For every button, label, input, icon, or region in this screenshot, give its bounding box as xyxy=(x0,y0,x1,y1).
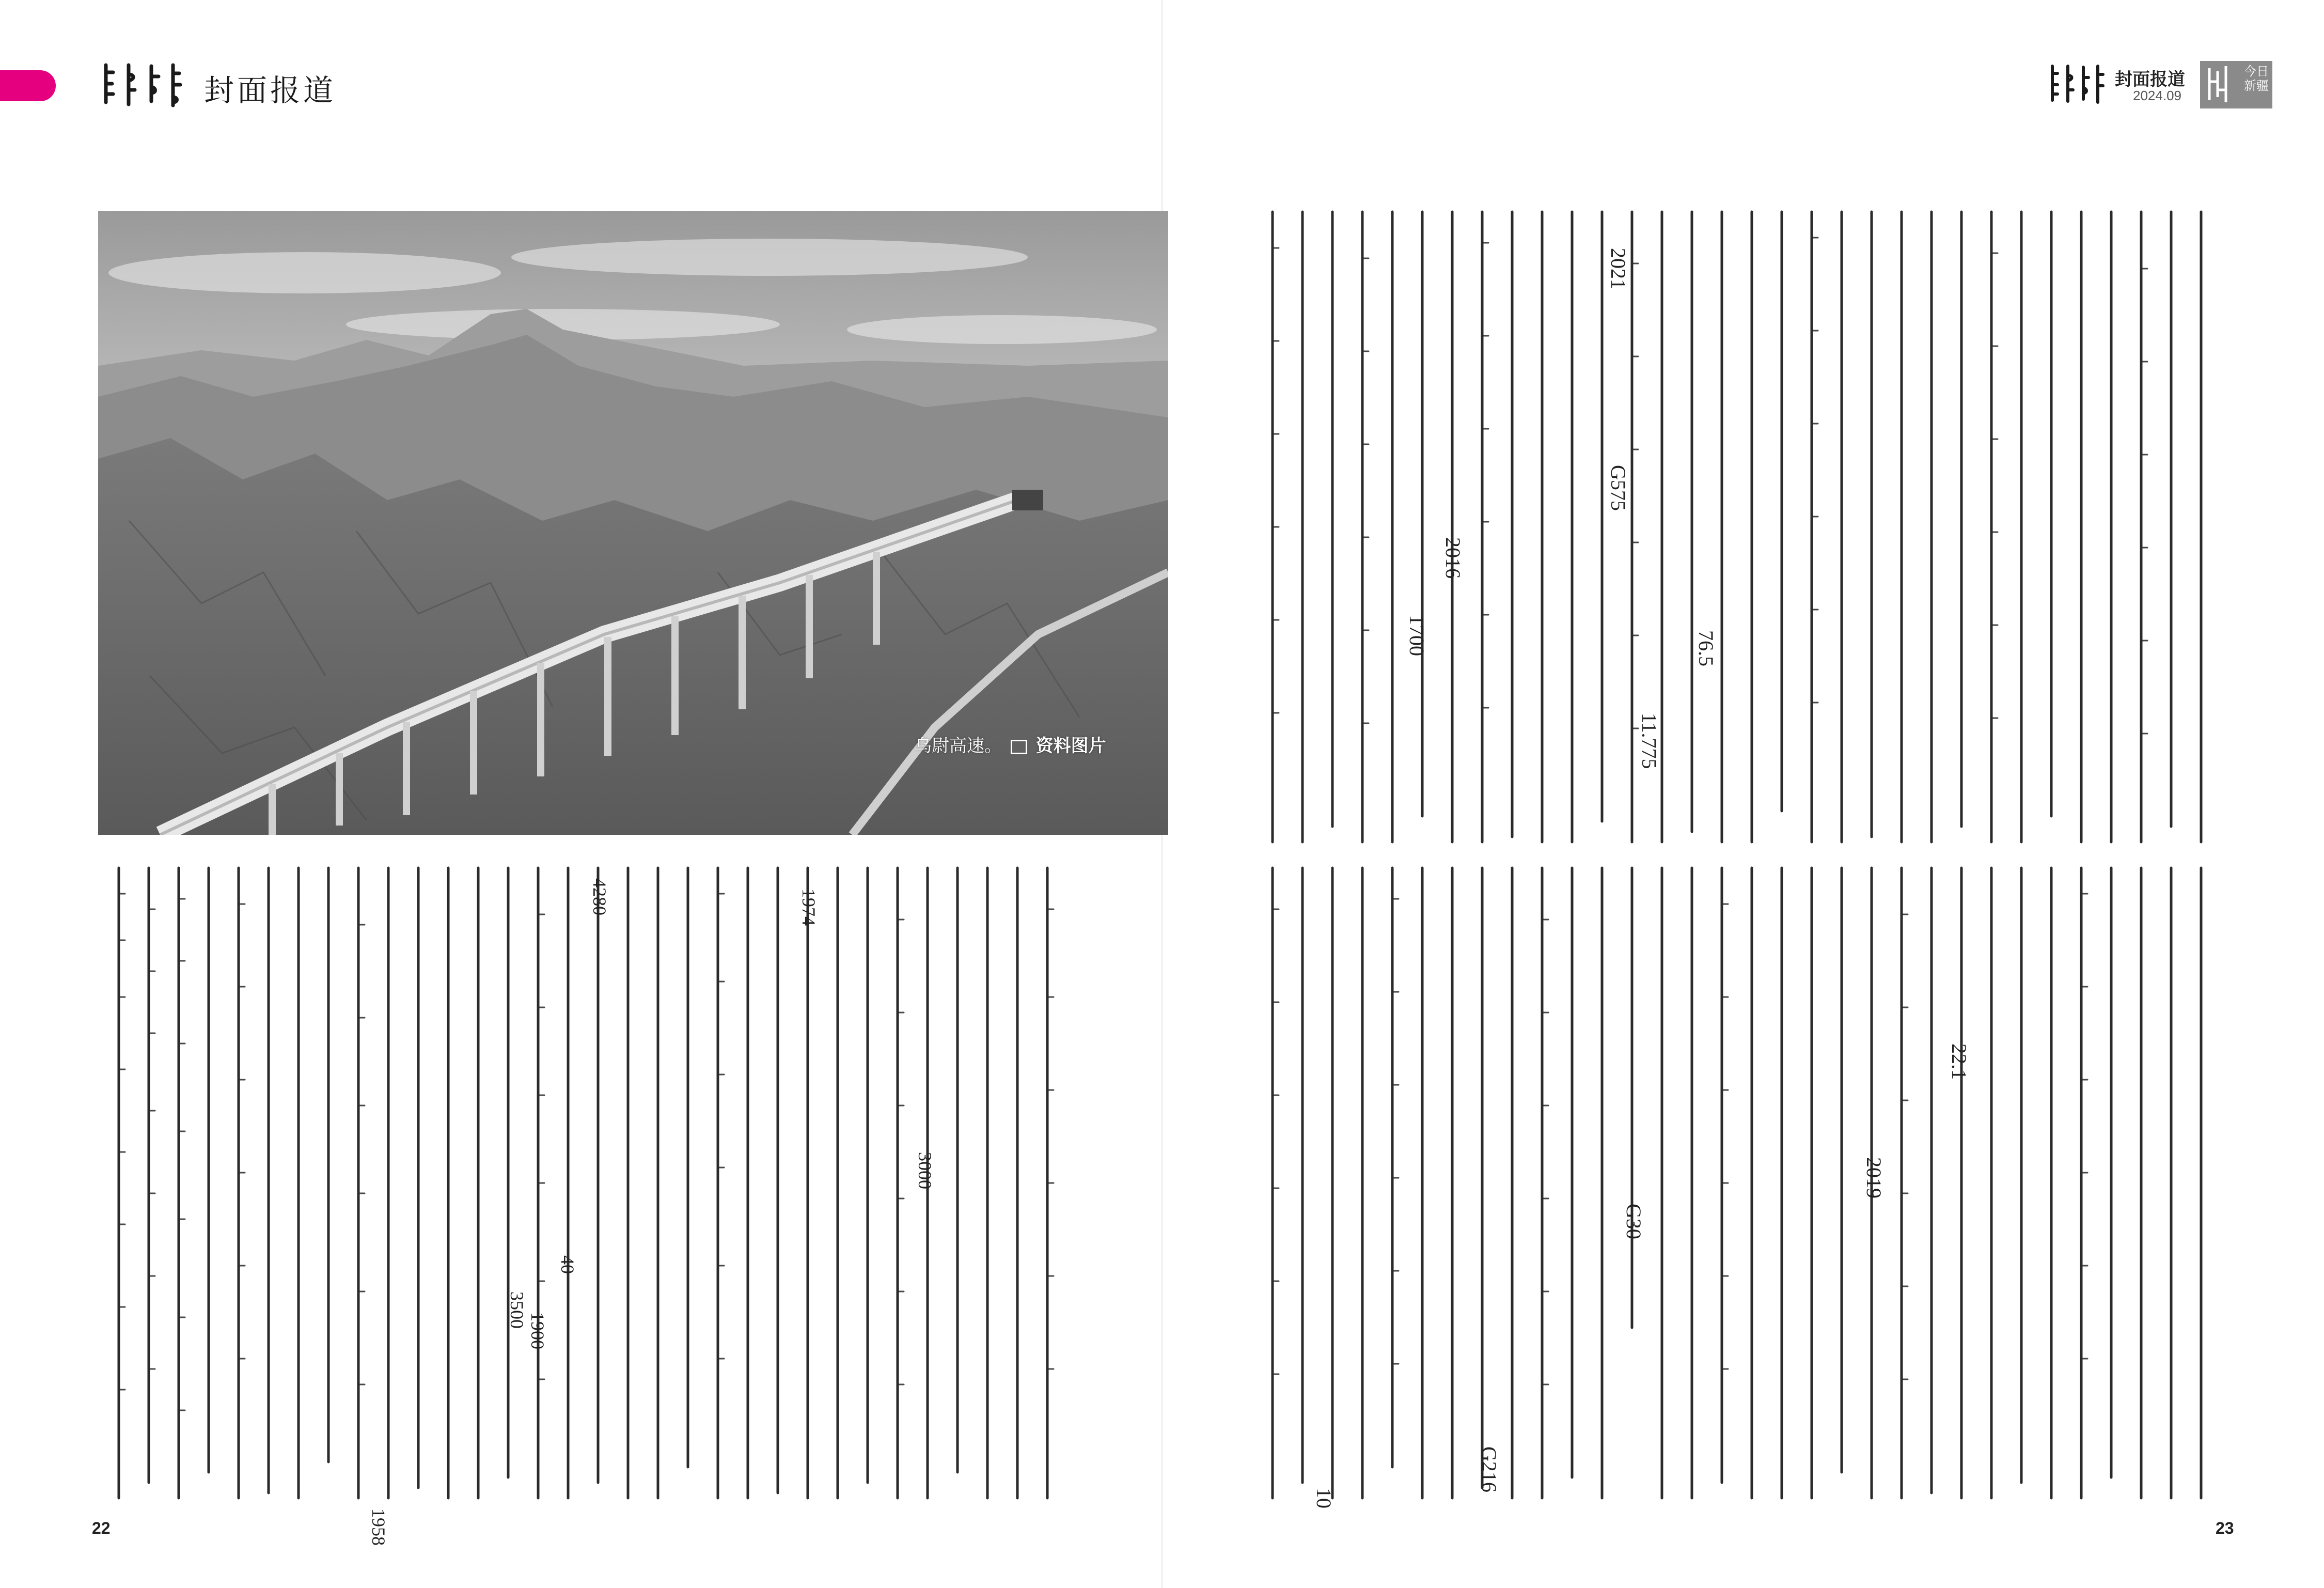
section-title-left: 封面报道 xyxy=(204,73,337,108)
inline-year: 2021 xyxy=(1607,248,1630,289)
left-text-columns xyxy=(103,863,1085,1503)
page-number-right: 23 xyxy=(2216,1519,2234,1537)
inline-number: 1700 xyxy=(1405,615,1428,656)
inline-year: 1974 xyxy=(798,889,819,926)
caption-credit: 资料图片 xyxy=(1035,736,1106,756)
inline-number: 3000 xyxy=(915,1152,935,1189)
logo-text: 今日新疆 xyxy=(2244,64,2269,93)
inline-number: 11.775 xyxy=(1638,713,1661,769)
photo-caption xyxy=(914,731,1106,757)
inline-number: 3500 xyxy=(507,1291,527,1329)
header-right xyxy=(2045,61,2303,113)
inline-year: 1958 xyxy=(368,1508,389,1546)
highway-photo xyxy=(98,211,1168,835)
issue-date: 2024.09 xyxy=(2133,88,2181,103)
camera-icon xyxy=(1011,740,1027,754)
right-text-columns-bottom xyxy=(1260,863,2241,1503)
section-color-tab xyxy=(0,70,56,101)
inline-road-code: G575 xyxy=(1607,465,1630,511)
inline-road-code: G30 xyxy=(1622,1204,1645,1239)
inline-year: 2019 xyxy=(1862,1157,1886,1198)
mongolian-script-heading-icon xyxy=(96,61,194,108)
inline-number: 4280 xyxy=(589,878,610,915)
inline-number: 10 xyxy=(1312,1488,1336,1508)
inline-number: 40 xyxy=(557,1255,578,1274)
inline-number: 1900 xyxy=(527,1312,548,1349)
inline-number: 22.1 xyxy=(1948,1044,1971,1080)
logo-mark-icon xyxy=(2202,61,2243,108)
mongolian-text-block-icon xyxy=(103,863,1085,1503)
inline-number: 76.5 xyxy=(1694,630,1718,666)
mongolian-script-heading-icon xyxy=(2045,63,2107,104)
inline-road-code: G216 xyxy=(1478,1446,1501,1492)
caption-text: 乌尉高速。 xyxy=(914,736,1002,756)
mongolian-text-block-icon xyxy=(1260,207,2241,847)
mongolian-text-block-icon xyxy=(1260,863,2241,1503)
section-title-right: 封面报道 xyxy=(2115,70,2185,89)
page-number-left: 22 xyxy=(92,1519,111,1537)
magazine-logo xyxy=(2200,61,2272,108)
inline-year: 2016 xyxy=(1441,537,1465,579)
right-text-columns-top xyxy=(1260,207,2241,847)
